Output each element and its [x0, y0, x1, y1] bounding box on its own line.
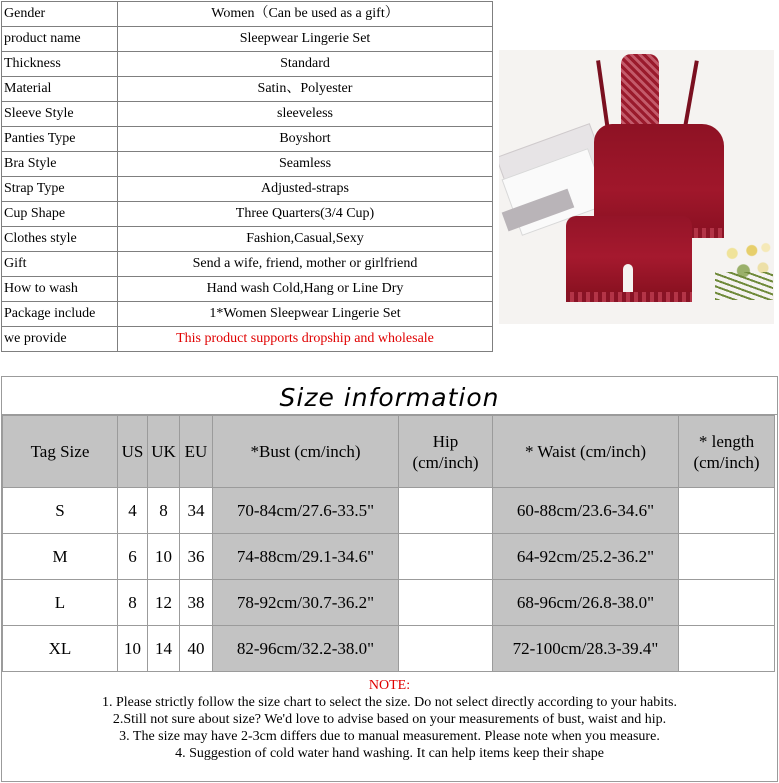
attr-value: Sleepwear Lingerie Set — [118, 27, 493, 52]
attr-value: Seamless — [118, 152, 493, 177]
size-row-s — [3, 488, 775, 534]
note-line-3: 3. The size may have 2-3cm differs due to manual measurement. Please note when you measure. — [119, 729, 660, 744]
size-row-xl — [3, 626, 775, 672]
tag-size-cell: L — [3, 580, 118, 626]
bust-cell: 74-88cm/29.1-34.6" — [213, 534, 399, 580]
header-bust: *Bust (cm/inch) — [213, 416, 399, 488]
bust-cell: 82-96cm/32.2-38.0" — [213, 626, 399, 672]
us-size-cell: 6 — [118, 534, 148, 580]
hip-cell — [399, 626, 493, 672]
attr-label: Cup Shape — [2, 202, 118, 227]
attr-label: Thickness — [2, 52, 118, 77]
attr-label: product name — [2, 27, 118, 52]
attr-value: 1*Women Sleepwear Lingerie Set — [118, 302, 493, 327]
length-cell — [679, 580, 775, 626]
tag-size-cell: XL — [3, 626, 118, 672]
header-length-line2: (cm/inch) — [693, 452, 760, 472]
attr-value: Satin、Polyester — [118, 77, 493, 102]
note-line-2: 2.Still not sure about size? We'd love to advise based on your measurements of bust, waist and hip. — [112, 712, 667, 727]
attr-row-gender — [2, 2, 493, 27]
attr-row-strap-type — [2, 177, 493, 202]
header-hip — [399, 416, 493, 488]
length-cell — [679, 488, 775, 534]
tag-size-cell: M — [3, 534, 118, 580]
product-photo — [499, 50, 774, 324]
attr-row-we-provide — [2, 327, 493, 352]
eu-size-cell: 34 — [180, 488, 213, 534]
note-title: NOTE: — [368, 678, 411, 693]
attr-row-cup-shape — [2, 202, 493, 227]
attr-value: Send a wife, friend, mother or girlfriend — [118, 252, 493, 277]
attr-value: Women（Can be used as a gift） — [118, 2, 493, 27]
uk-size-cell: 10 — [148, 534, 180, 580]
attr-row-panties-type — [2, 127, 493, 152]
flower-stems-prop — [715, 272, 773, 300]
attr-row-product-name — [2, 27, 493, 52]
hip-cell — [399, 488, 493, 534]
size-row-m — [3, 534, 775, 580]
header-length — [679, 416, 775, 488]
waist-cell: 64-92cm/25.2-36.2" — [493, 534, 679, 580]
us-size-cell: 8 — [118, 580, 148, 626]
attr-value: Three Quarters(3/4 Cup) — [118, 202, 493, 227]
attr-row-package-include — [2, 302, 493, 327]
uk-size-cell: 8 — [148, 488, 180, 534]
attr-row-how-to-wash — [2, 277, 493, 302]
hip-cell — [399, 580, 493, 626]
waist-cell: 72-100cm/28.3-39.4" — [493, 626, 679, 672]
eu-size-cell: 40 — [180, 626, 213, 672]
waist-cell: 60-88cm/23.6-34.6" — [493, 488, 679, 534]
us-size-cell: 4 — [118, 488, 148, 534]
size-header-row — [3, 416, 775, 488]
attr-row-bra-style — [2, 152, 493, 177]
attr-value: Fashion,Casual,Sexy — [118, 227, 493, 252]
header-eu: EU — [180, 416, 213, 488]
bust-cell: 70-84cm/27.6-33.5" — [213, 488, 399, 534]
note-line-1: 1. Please strictly follow the size chart to select the size. Do not select directly according to your habits. — [102, 695, 677, 710]
length-cell — [679, 626, 775, 672]
attr-row-material — [2, 77, 493, 102]
shorts-lace-hem — [566, 292, 692, 302]
attr-label: Bra Style — [2, 152, 118, 177]
header-us: US — [118, 416, 148, 488]
size-notes — [2, 677, 777, 762]
header-length-line1: * length — [698, 431, 755, 451]
product-attributes-table — [1, 1, 493, 352]
attr-label: Panties Type — [2, 127, 118, 152]
attr-label: Package include — [2, 302, 118, 327]
eu-size-cell: 36 — [180, 534, 213, 580]
attr-label: Clothes style — [2, 227, 118, 252]
header-hip-line2: (cm/inch) — [412, 452, 479, 472]
header-waist: * Waist (cm/inch) — [493, 416, 679, 488]
tag-size-cell: S — [3, 488, 118, 534]
attr-row-gift — [2, 252, 493, 277]
header-uk: UK — [148, 416, 180, 488]
us-size-cell: 10 — [118, 626, 148, 672]
header-hip-line1: Hip — [432, 431, 459, 451]
waist-cell: 68-96cm/26.8-38.0" — [493, 580, 679, 626]
dropship-notice: This product supports dropship and wholesale — [118, 327, 493, 352]
size-information-title: Size information — [2, 377, 777, 415]
attr-value: Adjusted-straps — [118, 177, 493, 202]
hip-cell — [399, 534, 493, 580]
attr-value: Boyshort — [118, 127, 493, 152]
note-line-4: 4. Suggestion of cold water hand washing. It can help items keep their shape — [175, 746, 604, 761]
attr-value: Standard — [118, 52, 493, 77]
uk-size-cell: 14 — [148, 626, 180, 672]
eu-size-cell: 38 — [180, 580, 213, 626]
attr-row-clothes-style — [2, 227, 493, 252]
attr-label: Gender — [2, 2, 118, 27]
length-cell — [679, 534, 775, 580]
attr-label: we provide — [2, 327, 118, 352]
header-tag-size: Tag Size — [3, 416, 118, 488]
attr-label: Material — [2, 77, 118, 102]
attr-row-sleeve-style — [2, 102, 493, 127]
uk-size-cell: 12 — [148, 580, 180, 626]
attr-row-thickness — [2, 52, 493, 77]
size-row-l — [3, 580, 775, 626]
attr-value: Hand wash Cold,Hang or Line Dry — [118, 277, 493, 302]
attr-label: How to wash — [2, 277, 118, 302]
attr-label: Sleeve Style — [2, 102, 118, 127]
attr-label: Strap Type — [2, 177, 118, 202]
size-chart-table — [2, 415, 775, 672]
attr-value: sleeveless — [118, 102, 493, 127]
size-information-section — [1, 376, 778, 782]
bust-cell: 78-92cm/30.7-36.2" — [213, 580, 399, 626]
attr-label: Gift — [2, 252, 118, 277]
